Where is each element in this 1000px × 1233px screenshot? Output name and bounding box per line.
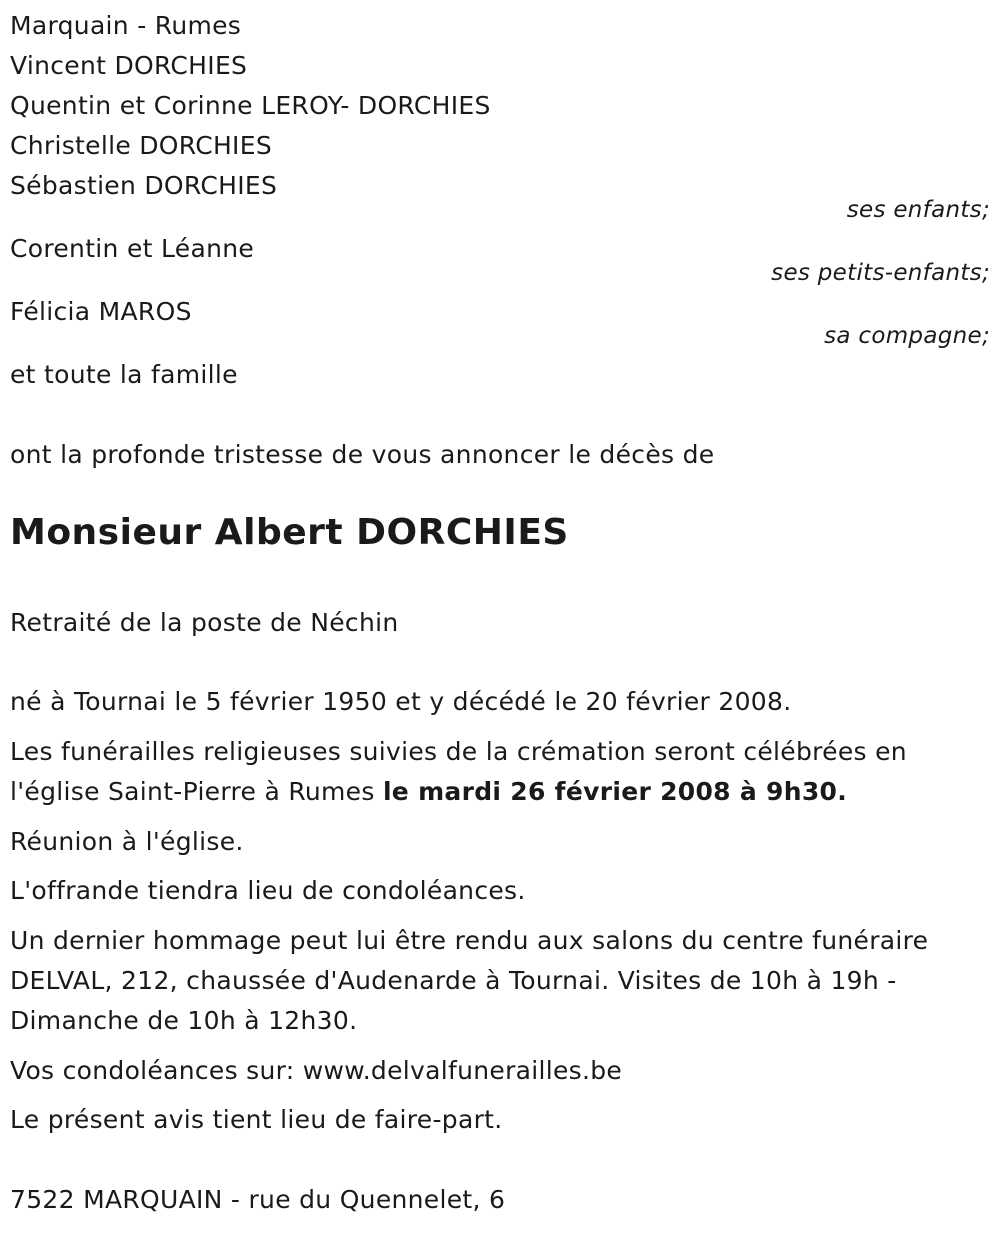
child-name: Quentin et Corinne LEROY- DORCHIES bbox=[10, 91, 491, 120]
child-name: Sébastien DORCHIES bbox=[10, 171, 278, 200]
tribute-line-3: Dimanche de 10h à 12h30. bbox=[10, 1006, 358, 1035]
relation-children: ses enfants; bbox=[846, 197, 990, 223]
meeting-text: Réunion à l'église. bbox=[10, 827, 244, 856]
family-line: et toute la famille bbox=[10, 360, 238, 389]
address-text: 7522 MARQUAIN - rue du Quennelet, 6 bbox=[10, 1185, 506, 1214]
funeral-line-1: Les funérailles religieuses suivies de la crémation seront célébrées en bbox=[10, 737, 907, 766]
relation-partner: sa compagne; bbox=[824, 323, 990, 349]
grandchildren-names: Corentin et Léanne bbox=[10, 234, 255, 263]
funeral-date: le mardi 26 février 2008 à 9h30. bbox=[382, 777, 848, 806]
funeral-line-2 bbox=[10, 772, 847, 812]
header-place: Marquain - Rumes bbox=[10, 11, 242, 40]
child-name: Christelle DORCHIES bbox=[10, 131, 272, 160]
tribute-line-1: Un dernier hommage peut lui être rendu aux salons du centre funéraire bbox=[10, 926, 929, 955]
partner-name: Félicia MAROS bbox=[10, 297, 192, 326]
condolences-text: Vos condoléances sur: www.delvalfunerailles.be bbox=[10, 1056, 623, 1085]
tribute-line-2: DELVAL, 212, chaussée d'Audenarde à Tournai. Visites de 10h à 19h - bbox=[10, 966, 897, 995]
funeral-church: l'église Saint-Pierre à Rumes bbox=[10, 777, 383, 806]
offering-text: L'offrande tiendra lieu de condoléances. bbox=[10, 876, 526, 905]
birth-death-text: né à Tournai le 5 février 1950 et y décédé le 20 février 2008. bbox=[10, 687, 792, 716]
notice-text: Le présent avis tient lieu de faire-part. bbox=[10, 1105, 503, 1134]
child-name: Vincent DORCHIES bbox=[10, 51, 248, 80]
deceased-name: Monsieur Albert DORCHIES bbox=[10, 512, 569, 553]
occupation-text: Retraité de la poste de Néchin bbox=[10, 608, 399, 637]
announcement-text: ont la profonde tristesse de vous annoncer le décès de bbox=[10, 440, 715, 469]
relation-grandchildren: ses petits-enfants; bbox=[771, 260, 990, 286]
